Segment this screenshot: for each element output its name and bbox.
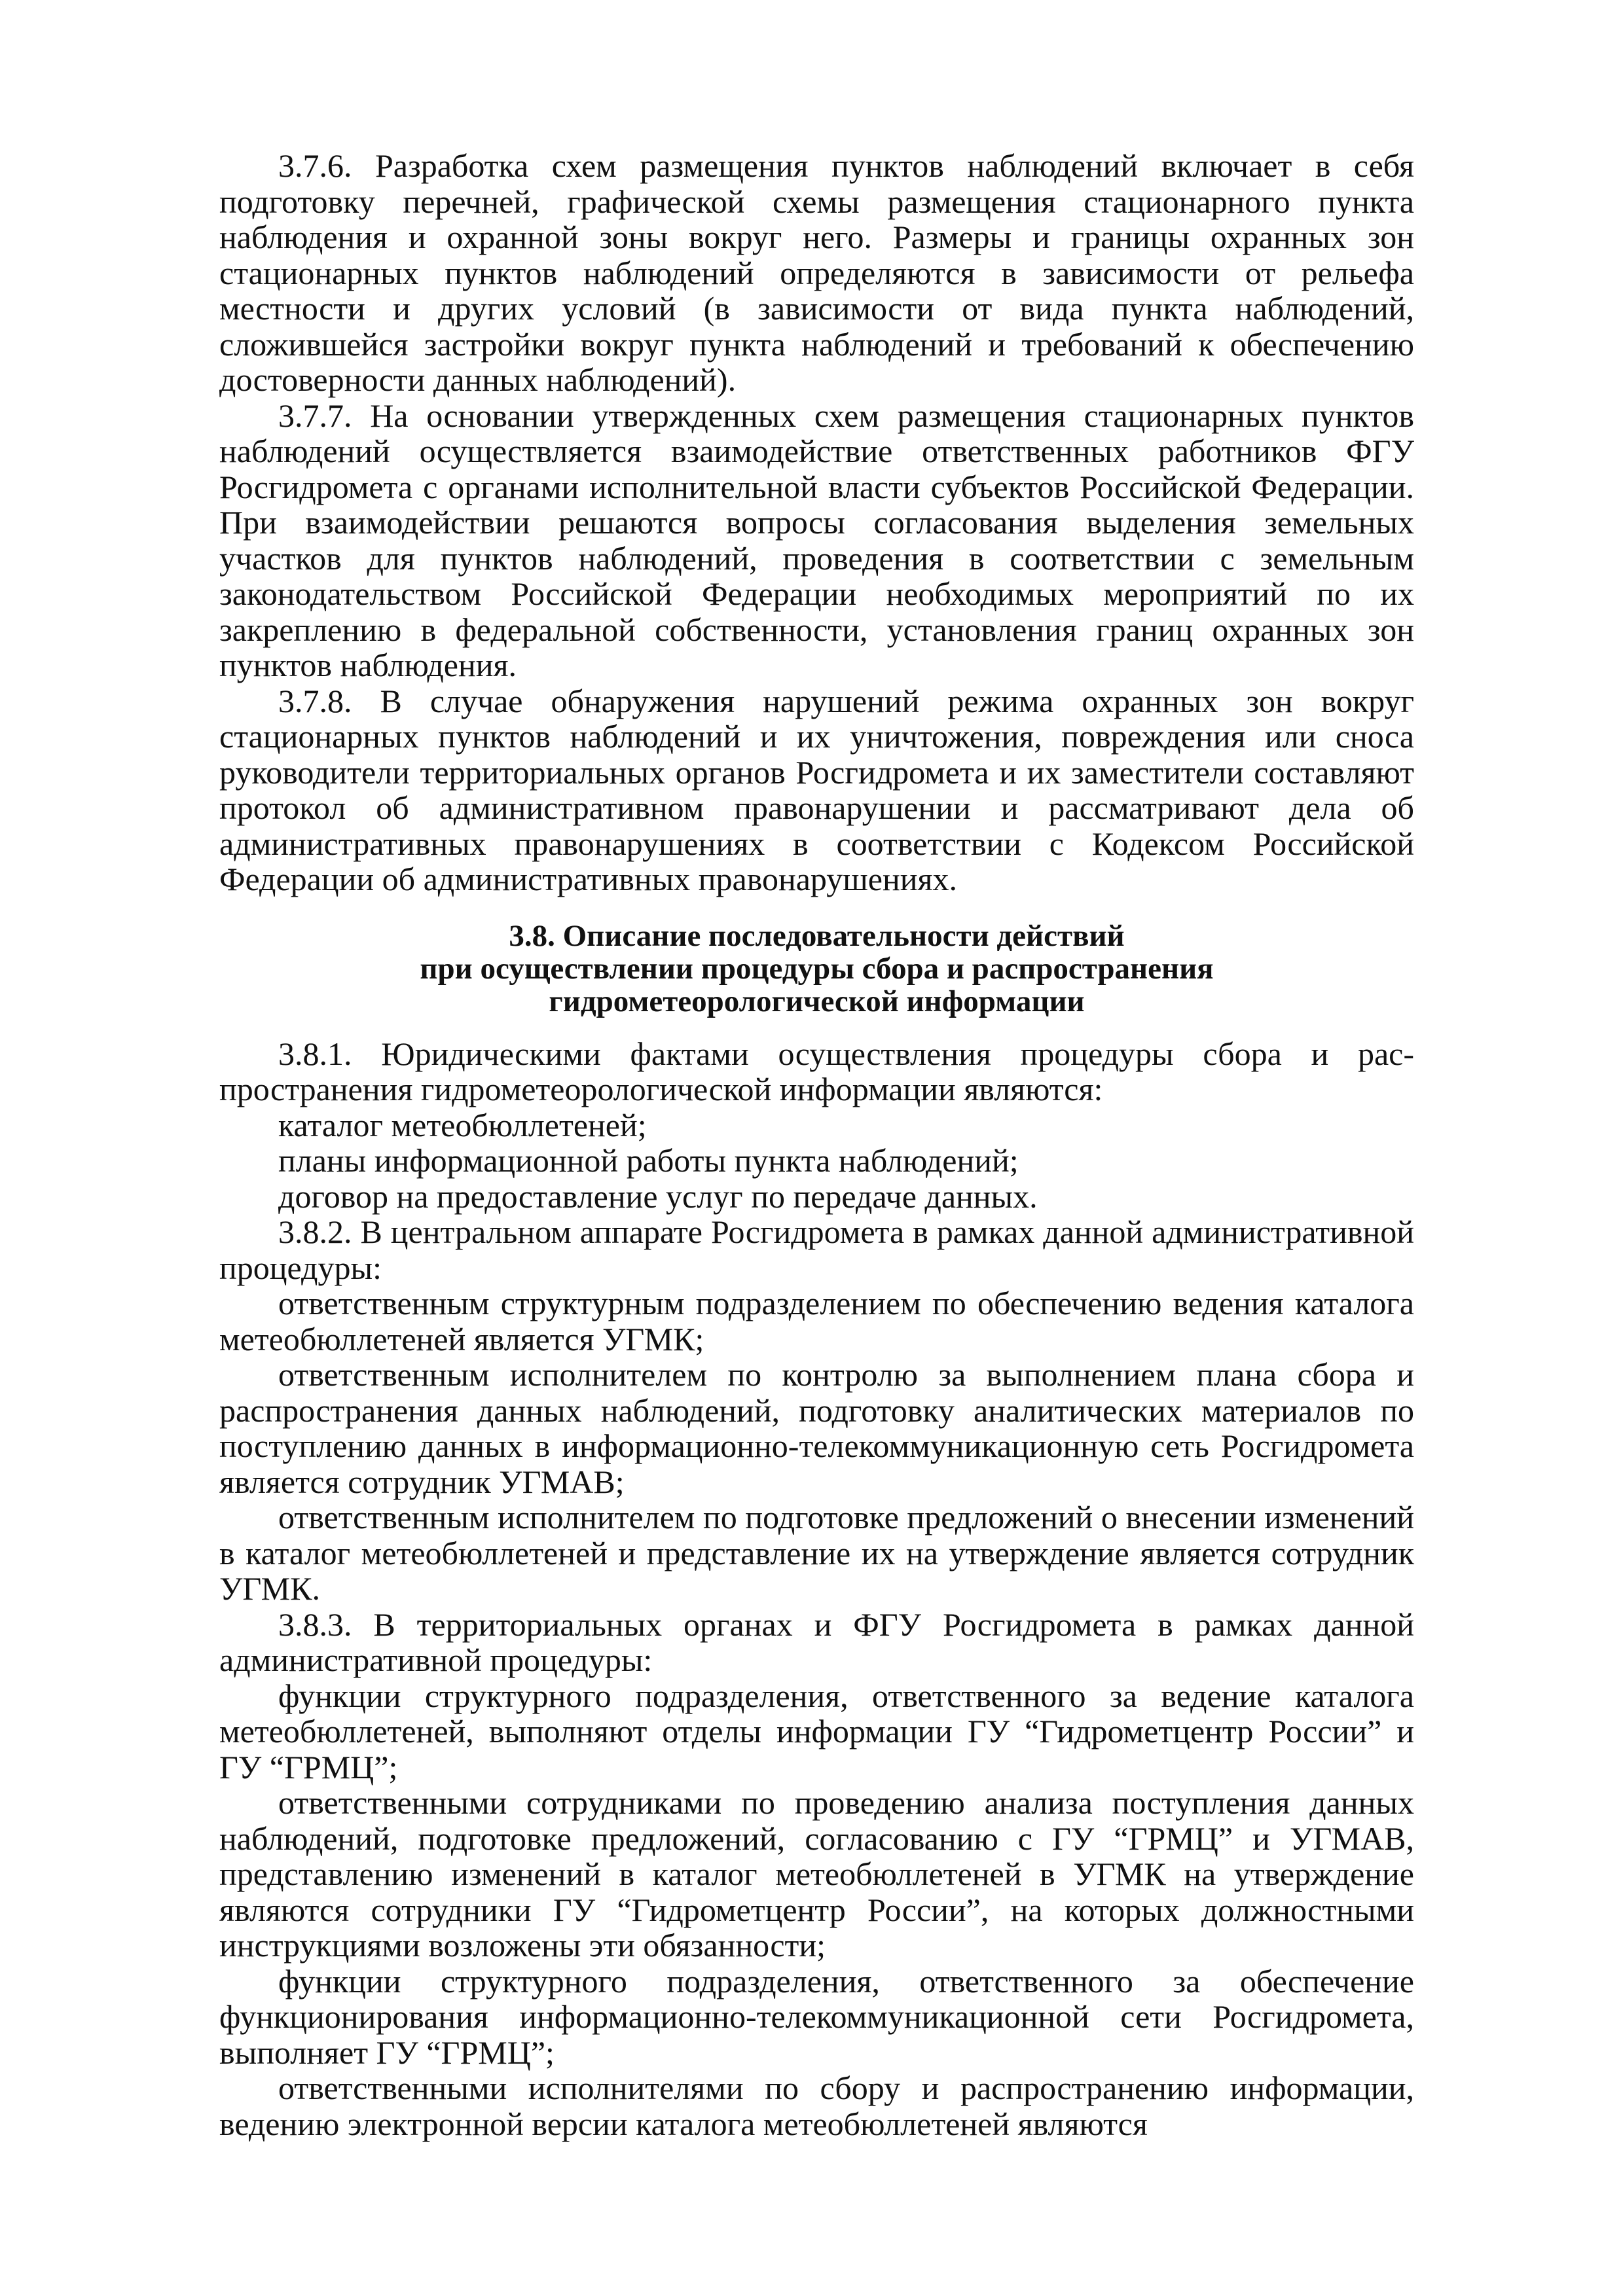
paragraph-3-8-3-a: функции структурного подразделения, ответственного за ведение каталога метеобюллетеней, выполняют отделы информации ГУ “Гидрометцентр России” и ГУ “ГРМЦ”; xyxy=(219,1677,1414,1785)
paragraph-3-8-3: 3.8.3. В территориальных органах и ФГУ Росгидромета в рамках данной административной процедуры: xyxy=(219,1605,1414,1678)
heading-line-3: гидрометеорологической информации xyxy=(549,984,1085,1018)
heading-line-1: 3.8. Описание последовательности действий xyxy=(509,918,1125,953)
list-item: договор на предоставление услуг по передаче данных. xyxy=(278,1177,1038,1215)
paragraph-3-7-7: 3.7.7. На основании утвержденных схем размещения стационарных пунктов наблюдений осуществляется взаимодействие ответственных работников ФГУ Росгидромета с органами исполнительной власти субъектов Российской Федерации. При взаимодействии решаются вопросы согласования выделения земельных участков для пунктов наблюдений, проведения в соответствии с земельным законодательством Российской Федерации необходимых мероприятий по их закреплению в федеральной собственности, установления границ охранных зон пунктов наблюдения. xyxy=(219,397,1414,683)
list-item: каталог метеобюллетеней; xyxy=(278,1106,647,1143)
paragraph-3-8-2-b: ответственным исполнителем по контролю за выполнением плана сбора и распространения данных наблюдений, подготовку аналитических материалов по поступлению данных в информационно-телекоммуникационную сеть Росгидромета является сотрудник УГМАВ; xyxy=(219,1356,1414,1500)
paragraph-3-8-3-d: ответственными исполнителями по сбору и распространению информации, ведению электронной версии каталога метеобюллетеней являются xyxy=(219,2070,1414,2142)
paragraph-3-8-3-c: функции структурного подразделения, ответственного за обеспечение функционирования информационно-телекоммуникационной сети Росгидромета, выполняет ГУ “ГРМЦ”; xyxy=(219,1962,1414,2071)
paragraph-3-7-8: 3.7.8. В случае обнаружения нарушений режима охранных зон вокруг стационарных пунктов наблюдений и их уничтожения, повреждения или сноса руководители территориальных органов Росгидромета и их заместители составляют протокол об административном правонарушении и рассматривают дела об административных правонарушениях в соответствии с Кодексом Российской Федерации об административных правонарушениях. xyxy=(219,682,1414,897)
paragraph-3-8-1: 3.8.1. Юридическими фактами осуществления процедуры сбора и распространения гидрометеорологической информации являются: xyxy=(219,1035,1414,1107)
paragraph-3-8-3-b: ответственными сотрудниками по проведению анализа поступления данных наблюдений, подготовке предложений, согласованию с ГУ “ГРМЦ” и УГМАВ, представлению изменений в каталог метеобюллетеней в УГМК на утверждение являются сотрудники ГУ “Гидрометцентр России”, на которых должностными инструкциями возложены эти обязанности; xyxy=(219,1784,1414,1964)
list-item: планы информационной работы пункта наблюдений; xyxy=(278,1142,1019,1179)
heading-line-2: при осуществлении процедуры сбора и распространения xyxy=(420,951,1214,986)
paragraph-3-8-2-c: ответственным исполнителем по подготовке предложений о внесении изменений в каталог метеобюллетеней и представление их на утверждение является сотрудник УГМК. xyxy=(219,1499,1414,1607)
document-page xyxy=(219,148,1414,2142)
paragraph-3-8-2-a: ответственным структурным подразделением по обеспечению ведения каталога метеобюллетеней является УГМК; xyxy=(219,1285,1414,1357)
paragraph-3-8-2: 3.8.2. В центральном аппарате Росгидромета в рамках данной административной процедуры: xyxy=(219,1213,1414,1286)
paragraph-3-7-6: 3.7.6. Разработка схем размещения пунктов наблюдений включает в себя подготовку перечней, графической схемы размещения стационарного пункта наблюдения и охранной зоны вокруг него. Размеры и границы охранных зон стационарных пунктов наблюдений определяются в зависимости от рельефа местности и других условий (в зависимости от вида пункта наблюдений, сложившейся застройки вокруг пункта наблюдений и требований к обеспечению достоверности данных наблюдений). xyxy=(219,147,1414,398)
section-heading-3-8 xyxy=(219,920,1414,1018)
